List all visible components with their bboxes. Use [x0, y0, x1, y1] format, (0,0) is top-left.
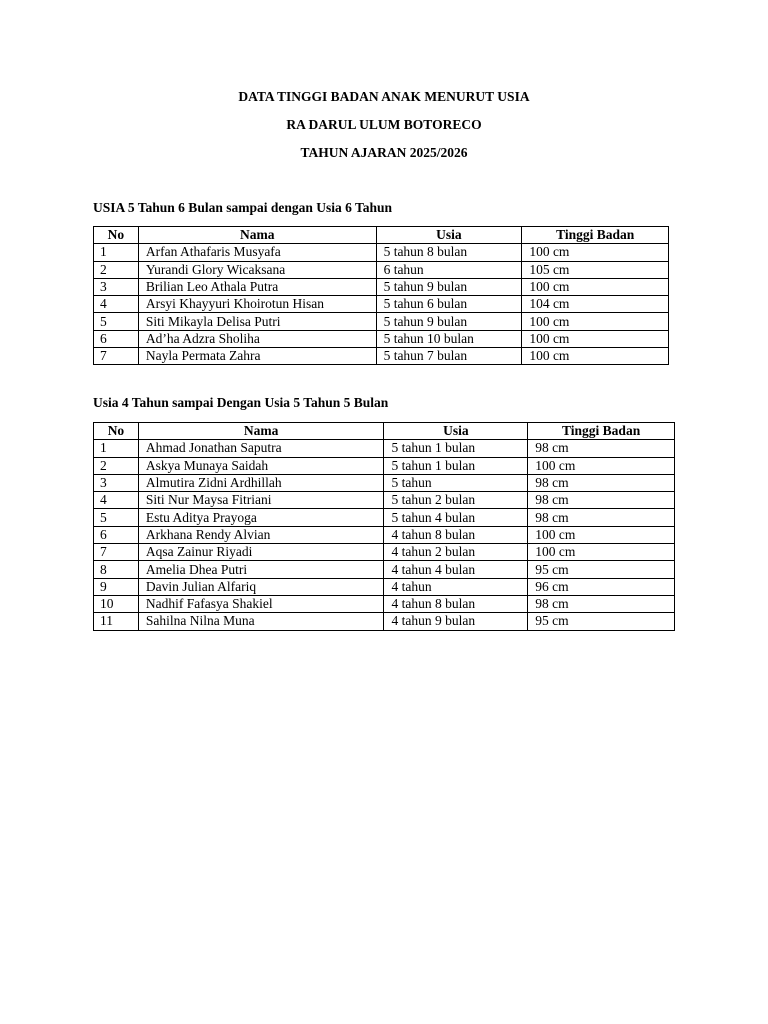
cell-usia: 5 tahun 9 bulan — [376, 278, 522, 295]
cell-tinggi-badan: 95 cm — [528, 561, 675, 578]
cell-no: 2 — [94, 457, 139, 474]
table-row — [94, 561, 675, 578]
cell-no: 1 — [94, 440, 139, 457]
cell-tinggi-badan: 100 cm — [528, 544, 675, 561]
cell-tinggi-badan: 100 cm — [522, 244, 669, 261]
cell-no: 5 — [94, 313, 139, 330]
table-row — [94, 278, 669, 295]
document-title: DATA TINGGI BADAN ANAK MENURUT USIA — [238, 89, 530, 104]
cell-usia: 5 tahun 6 bulan — [376, 296, 522, 313]
cell-nama: Askya Munaya Saidah — [138, 457, 384, 474]
cell-nama: Amelia Dhea Putri — [138, 561, 384, 578]
cell-nama: Almutira Zidni Ardhillah — [138, 474, 384, 491]
column-header-nama: Nama — [138, 423, 384, 440]
cell-usia: 5 tahun 4 bulan — [384, 509, 528, 526]
cell-no: 6 — [94, 526, 139, 543]
column-header-usia: Usia — [376, 227, 522, 244]
cell-tinggi-badan: 105 cm — [522, 261, 669, 278]
cell-no: 4 — [94, 492, 139, 509]
cell-no: 2 — [94, 261, 139, 278]
section-heading-1: USIA 5 Tahun 6 Bulan sampai dengan Usia 6 Tahun — [93, 200, 393, 215]
table-row — [94, 313, 669, 330]
cell-usia: 5 tahun 9 bulan — [376, 313, 522, 330]
table-row — [94, 509, 675, 526]
cell-no: 5 — [94, 509, 139, 526]
cell-tinggi-badan: 100 cm — [528, 526, 675, 543]
table-row — [94, 330, 669, 347]
cell-nama: Nayla Permata Zahra — [138, 348, 376, 365]
cell-usia: 5 tahun 7 bulan — [376, 348, 522, 365]
table-row — [94, 595, 675, 612]
table-header-row — [94, 423, 675, 440]
cell-nama: Aqsa Zainur Riyadi — [138, 544, 384, 561]
column-header-nama: Nama — [138, 227, 376, 244]
column-header-usia: Usia — [384, 423, 528, 440]
academic-year: TAHUN AJARAN 2025/2026 — [300, 145, 468, 160]
cell-no: 11 — [94, 613, 139, 630]
cell-no: 10 — [94, 595, 139, 612]
cell-tinggi-badan: 100 cm — [522, 348, 669, 365]
cell-usia: 5 tahun 1 bulan — [384, 440, 528, 457]
column-header-tinggi-badan: Tinggi Badan — [522, 227, 669, 244]
cell-usia: 5 tahun 2 bulan — [384, 492, 528, 509]
table-row — [94, 348, 669, 365]
height-table-1 — [93, 226, 669, 365]
cell-nama: Ahmad Jonathan Saputra — [138, 440, 384, 457]
cell-no: 6 — [94, 330, 139, 347]
cell-nama: Sahilna Nilna Muna — [138, 613, 384, 630]
column-header-tinggi-badan: Tinggi Badan — [528, 423, 675, 440]
cell-nama: Yurandi Glory Wicaksana — [138, 261, 376, 278]
cell-tinggi-badan: 98 cm — [528, 440, 675, 457]
table-row — [94, 261, 669, 278]
height-table-2 — [93, 422, 675, 631]
cell-nama: Arkhana Rendy Alvian — [138, 526, 384, 543]
cell-usia: 4 tahun 8 bulan — [384, 595, 528, 612]
school-name: RA DARUL ULUM BOTORECO — [286, 117, 482, 132]
cell-nama: Arfan Athafaris Musyafa — [138, 244, 376, 261]
cell-nama: Siti Mikayla Delisa Putri — [138, 313, 376, 330]
cell-usia: 4 tahun 8 bulan — [384, 526, 528, 543]
table-row — [94, 578, 675, 595]
cell-usia: 5 tahun 10 bulan — [376, 330, 522, 347]
cell-nama: Davin Julian Alfariq — [138, 578, 384, 595]
cell-no: 7 — [94, 348, 139, 365]
cell-no: 3 — [94, 474, 139, 491]
cell-tinggi-badan: 100 cm — [528, 457, 675, 474]
cell-tinggi-badan: 100 cm — [522, 278, 669, 295]
cell-tinggi-badan: 98 cm — [528, 474, 675, 491]
cell-usia: 4 tahun — [384, 578, 528, 595]
table-body-2 — [94, 440, 675, 630]
table-row — [94, 244, 669, 261]
table-header-row — [94, 227, 669, 244]
cell-usia: 4 tahun 2 bulan — [384, 544, 528, 561]
cell-tinggi-badan: 98 cm — [528, 492, 675, 509]
cell-no: 1 — [94, 244, 139, 261]
cell-usia: 6 tahun — [376, 261, 522, 278]
cell-nama: Siti Nur Maysa Fitriani — [138, 492, 384, 509]
cell-tinggi-badan: 100 cm — [522, 330, 669, 347]
cell-nama: Nadhif Fafasya Shakiel — [138, 595, 384, 612]
cell-usia: 5 tahun — [384, 474, 528, 491]
table-row — [94, 474, 675, 491]
cell-nama: Estu Aditya Prayoga — [138, 509, 384, 526]
cell-tinggi-badan: 98 cm — [528, 509, 675, 526]
table-body-1 — [94, 244, 669, 365]
cell-no: 9 — [94, 578, 139, 595]
column-header-no: No — [94, 423, 139, 440]
table-row — [94, 440, 675, 457]
cell-usia: 4 tahun 9 bulan — [384, 613, 528, 630]
cell-no: 8 — [94, 561, 139, 578]
cell-tinggi-badan: 95 cm — [528, 613, 675, 630]
table-row — [94, 526, 675, 543]
cell-tinggi-badan: 104 cm — [522, 296, 669, 313]
cell-nama: Ad’ha Adzra Sholiha — [138, 330, 376, 347]
cell-usia: 5 tahun 1 bulan — [384, 457, 528, 474]
table-row — [94, 457, 675, 474]
cell-no: 3 — [94, 278, 139, 295]
cell-no: 7 — [94, 544, 139, 561]
cell-usia: 4 tahun 4 bulan — [384, 561, 528, 578]
table-row — [94, 492, 675, 509]
table-row — [94, 613, 675, 630]
cell-tinggi-badan: 96 cm — [528, 578, 675, 595]
cell-tinggi-badan: 98 cm — [528, 595, 675, 612]
cell-nama: Arsyi Khayyuri Khoirotun Hisan — [138, 296, 376, 313]
column-header-no: No — [94, 227, 139, 244]
cell-tinggi-badan: 100 cm — [522, 313, 669, 330]
cell-no: 4 — [94, 296, 139, 313]
section-heading-2: Usia 4 Tahun sampai Dengan Usia 5 Tahun 5 Bulan — [93, 395, 389, 410]
cell-nama: Brilian Leo Athala Putra — [138, 278, 376, 295]
cell-usia: 5 tahun 8 bulan — [376, 244, 522, 261]
table-row — [94, 296, 669, 313]
table-row — [94, 544, 675, 561]
